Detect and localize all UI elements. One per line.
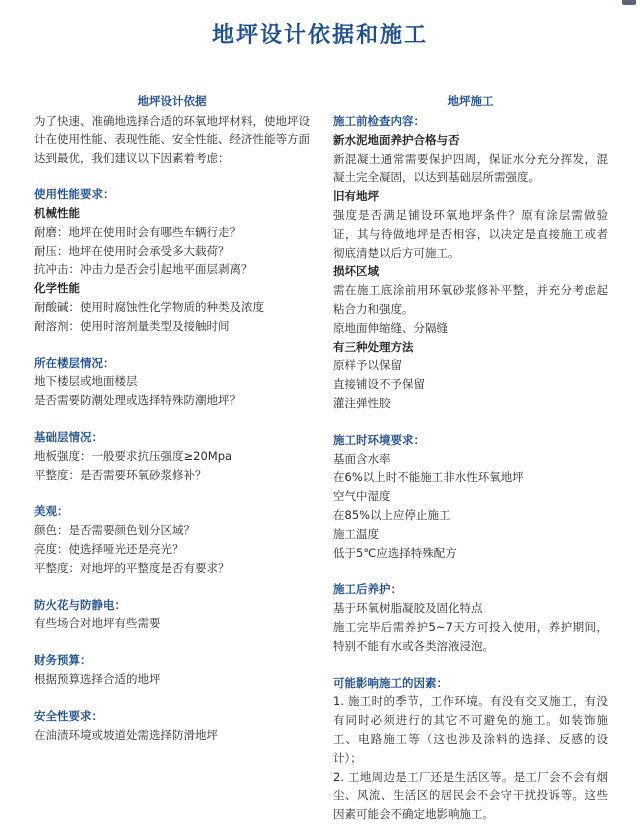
damage-title: 损坏区域 <box>333 264 379 279</box>
floor-title: 所在楼层情况： <box>34 355 115 370</box>
corner-tab-icon <box>622 0 636 5</box>
environment-title: 施工时环境要求： <box>333 432 425 447</box>
list-item: 颜色：是否需要颜色划分区域？ <box>34 523 195 538</box>
list-item: 在85%以上应停止施工 <box>333 507 451 522</box>
chemical-title: 化学性能 <box>34 281 80 296</box>
page-title: 地坪设计依据和施工 <box>211 23 428 48</box>
list-item: 原样予以保留 <box>333 358 402 373</box>
list-item: 地板强度：一般要求抗压强度≥20Mpa <box>34 448 233 463</box>
list-item: 耐酸碱：使用时腐蚀性化学物质的种类及浓度 <box>34 300 264 314</box>
list-item: 在6%以上时不能施工非水性环氧地坪 <box>333 470 524 485</box>
list-item: 地下楼层或地面楼层 <box>34 374 138 389</box>
list-item: 耐磨：地坪在使用时会有哪些车辆行走？ <box>34 224 241 239</box>
list-item: 平整度：对地坪的平整度是否有要求？ <box>34 560 230 575</box>
construction-heading: 地坪施工 <box>447 94 494 108</box>
construction-column <box>333 92 608 824</box>
appearance-title: 美观： <box>34 504 69 519</box>
new-cement-title: 新水泥地面养护合格与否 <box>333 132 460 147</box>
design-basis-column <box>34 92 310 744</box>
list-item: 低于5℃应选择特殊配方 <box>333 545 457 560</box>
old-floor-title: 旧有地坪 <box>333 189 379 204</box>
list-item: 根据预算选择合适的地坪 <box>34 671 161 686</box>
new-cement-text: 新混凝土通常需要保护四周，保证水分充分挥发，混凝土完全凝固，以达到基础层所需强度。 <box>333 151 608 185</box>
mechanical-title: 机械性能 <box>34 206 80 221</box>
list-item: 直接铺设不予保留 <box>333 377 425 392</box>
damage-text: 需在施工底涂前用环氧砂浆修补平整，并充分考虑起粘合力和强度。 <box>333 283 608 316</box>
factor-item: 2. 工地周边是工厂还是生活区等。是工厂会不会有烟尘、风流、生活区的居民会不会守干扰投诉等。这些因素可能会不确定地影响施工。 <box>333 769 608 822</box>
list-item: 耐压：地坪在使用时会承受多大载荷？ <box>34 243 230 258</box>
list-item: 平整度：是否需要环氧砂浆修补？ <box>34 467 207 482</box>
list-item: 有些场合对地坪有些需要 <box>34 616 161 631</box>
list-item: 基面含水率 <box>333 451 391 466</box>
list-item: 抗冲击：冲击力是否会引起地平面层剥离？ <box>34 262 253 277</box>
list-item: 是否需要防潮处理或选择特殊防潮地坪？ <box>34 393 241 408</box>
precheck-title: 施工前检查内容： <box>333 114 425 128</box>
usage-title: 使用性能要求： <box>34 187 115 202</box>
factors-title: 可能影响施工的因素： <box>333 675 448 690</box>
list-item: 施工温度 <box>333 526 379 541</box>
design-basis-intro: 为了快速、准确地选择合适的环氧地坪材料，使地坪设计在使用性能、表现性能、安全性能、经济性能等方面达到最优，我们建议以下因素着考虑： <box>34 114 310 165</box>
methods-title: 有三种处理方法 <box>333 339 414 354</box>
budget-title: 财务预算： <box>34 653 92 668</box>
safety-title: 安全性要求： <box>34 708 103 723</box>
list-item: 空气中湿度 <box>333 489 391 504</box>
list-item: 亮度：使选择哑光还是亮光？ <box>34 541 184 556</box>
list-item: 耐溶剂：使用时溶剂量类型及接触时间 <box>34 318 230 333</box>
base-title: 基础层情况： <box>34 429 103 444</box>
aftercare-title: 施工后养护： <box>333 582 402 597</box>
factor-item: 1. 施工时的季节，工作环境。有没有交叉施工，有没有同时必须进行的其它不可避免的施工。如装饰施工、电路施工等（这也涉及涂料的选择、反感的设计）； <box>333 694 608 765</box>
aftercare-line: 基于环氧树脂凝胶及固化特点 <box>333 601 483 616</box>
damage-extra: 原地面伸缩缝、分隔缝 <box>333 320 448 335</box>
list-item: 在油渍环境或坡道处需选择防滑地坪 <box>34 727 218 742</box>
old-floor-text: 强度是否满足铺设环氧地坪条件？原有涂层需做验证，其与待做地坪是否相容，以决定是直接施工或者彻底清楚以后方可施工。 <box>333 207 608 260</box>
list-item: 灌注弹性胶 <box>333 395 391 410</box>
aftercare-text: 施工完毕后需养护5~7天方可投入使用，养护期间，特别不能有水或各类溶液浸泡。 <box>333 619 608 653</box>
fire-static-title: 防火花与防静电： <box>34 597 126 612</box>
design-basis-heading: 地坪设计依据 <box>137 94 207 108</box>
